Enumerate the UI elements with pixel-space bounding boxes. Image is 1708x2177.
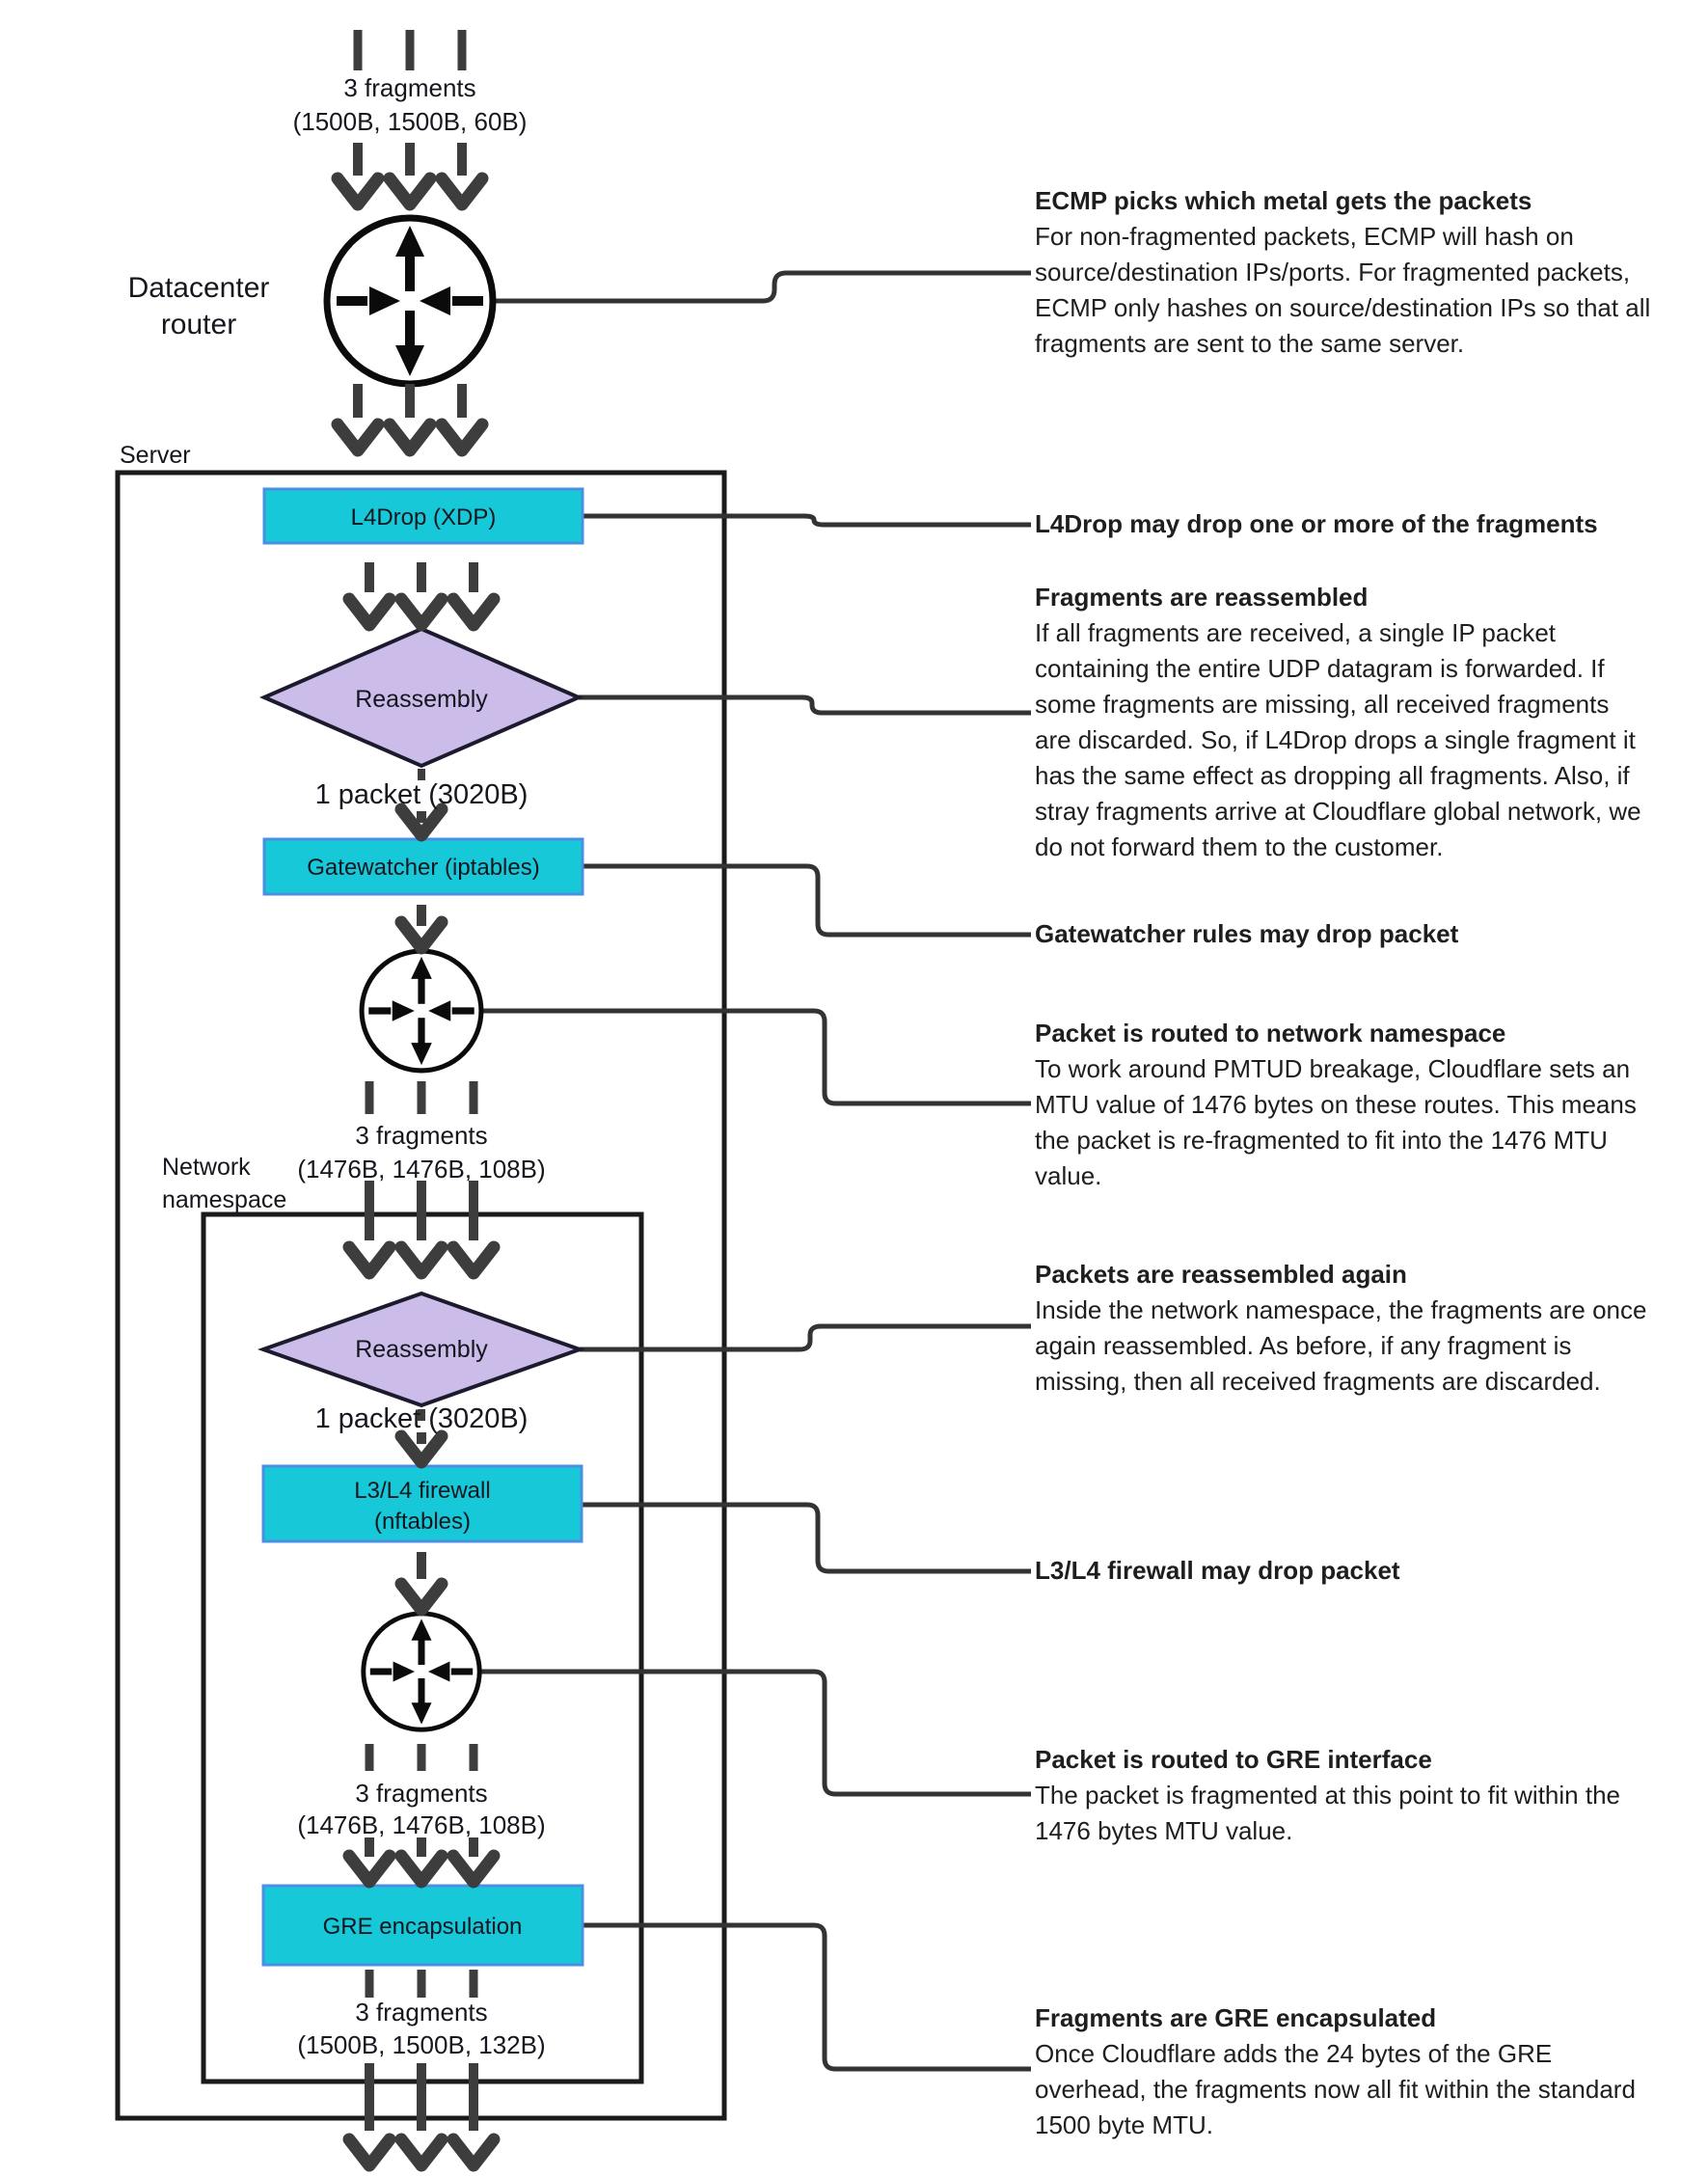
annotation-line: stray fragments arrive at Cloudflare global network, we [1035, 797, 1641, 826]
annotation-line: If all fragments are received, a single IP packet [1035, 618, 1557, 647]
arrows-into-router [338, 143, 482, 204]
firewall-label-2: (nftables) [373, 1509, 472, 1535]
annotation-line: For non-fragmented packets, ECMP will hash on [1035, 222, 1574, 251]
connector-l4drop [583, 516, 1031, 525]
arrows-into-gre [349, 1837, 494, 1882]
annotation-route-namespace [1035, 1016, 1708, 1194]
datacenter-router-label-1: Datacenter [127, 272, 270, 304]
annotation-line: Once Cloudflare adds the 24 bytes of the GRE [1035, 2039, 1553, 2068]
annotation-line: missing, then all received fragments are discarded. [1035, 1367, 1601, 1396]
arrow-into-router3 [401, 1552, 442, 1610]
arrows-into-reassembly1 [349, 562, 494, 625]
annotation-line: 1476 bytes MTU value. [1035, 1816, 1293, 1845]
reassembly1-label: Reassembly [355, 686, 488, 713]
annotation-line: 1500 byte MTU. [1035, 2110, 1213, 2139]
annotation-line: some fragments are missing, all received fragments [1035, 690, 1610, 719]
datacenter-router-label-2: router [160, 309, 237, 340]
annotation-line: MTU value of 1476 bytes on these routes. This means [1035, 1090, 1637, 1119]
fragments-low-label: 3 fragments [355, 1779, 488, 1808]
connector-gatewatcher [583, 866, 1031, 935]
annotation-title: Fragments are reassembled [1035, 583, 1369, 612]
fragments-mid-label: 3 fragments [355, 1121, 488, 1150]
connector-reassembly2 [580, 1326, 1031, 1349]
route-to-namespace-icon [362, 951, 481, 1071]
annotation-title: Packet is routed to network namespace [1035, 1019, 1506, 1048]
fragment-dashes-out [369, 1970, 474, 1998]
annotation-title: L3/L4 firewall may drop packet [1035, 1556, 1400, 1585]
annotation-gre-encapsulated [1035, 2000, 1708, 2143]
connector-ecmp [494, 273, 1031, 301]
gre-label: GRE encapsulation [322, 1914, 523, 1940]
fragment-dashes-low [369, 1744, 474, 1771]
fragments-top-sizes: (1500B, 1500B, 60B) [292, 107, 528, 136]
annotation-title: L4Drop may drop one or more of the fragments [1035, 509, 1598, 538]
annotation-title: ECMP picks which metal gets the packets [1035, 186, 1532, 215]
arrow-into-router2 [401, 905, 442, 948]
route-to-gre-icon [364, 1614, 479, 1729]
annotation-line: has the same effect as dropping all fragments. Also, if [1035, 761, 1630, 790]
arrow-into-gatewatcher [401, 809, 442, 835]
datacenter-router-icon [327, 218, 493, 384]
annotation-firewall [1035, 1553, 1708, 1589]
annotation-title: Gatewatcher rules may drop packet [1035, 919, 1459, 948]
annotation-reassembled [1035, 580, 1708, 865]
gatewatcher-label: Gatewatcher (iptables) [307, 855, 540, 881]
annotation-reassembled-again [1035, 1257, 1708, 1400]
annotation-title: Fragments are GRE encapsulated [1035, 2003, 1437, 2032]
annotation-gatewatcher [1035, 916, 1708, 952]
fragments-out-label: 3 fragments [355, 1998, 488, 2027]
arrows-into-server [338, 384, 482, 450]
annotation-line: do not forward them to the customer. [1035, 832, 1444, 861]
fragments-top-label: 3 fragments [343, 73, 476, 102]
annotation-title: Packets are reassembled again [1035, 1260, 1407, 1289]
fragments-out-sizes: (1500B, 1500B, 132B) [297, 2030, 546, 2059]
fragments-low-sizes: (1476B, 1476B, 108B) [297, 1810, 546, 1839]
annotation-route-gre [1035, 1742, 1708, 1849]
packet2-label: 1 packet (3020B) [314, 1403, 529, 1434]
annotation-line: overhead, the fragments now all fit within the standard [1035, 2075, 1636, 2104]
connector-firewall [582, 1505, 1031, 1571]
namespace-label-2: namespace [162, 1186, 287, 1213]
annotation-line: containing the entire UDP datagram is forwarded. If [1035, 654, 1605, 683]
annotation-l4drop [1035, 506, 1708, 542]
connector-reassembly1 [579, 697, 1031, 713]
connector-gre [583, 1925, 1031, 2069]
l4drop-label: L4Drop (XDP) [350, 504, 497, 531]
namespace-label-1: Network [162, 1154, 251, 1181]
arrows-out-bottom [349, 2063, 494, 2165]
annotation-line: value. [1035, 1161, 1102, 1190]
annotation-line: ECMP only hashes on source/destination IPs so that all [1035, 293, 1651, 322]
annotation-line: are discarded. So, if L4Drop drops a single fragment it [1035, 725, 1636, 754]
firewall-label-1: L3/L4 firewall [354, 1478, 491, 1504]
annotation-line: Inside the network namespace, the fragments are once [1035, 1295, 1647, 1324]
annotation-title: Packet is routed to GRE interface [1035, 1745, 1432, 1774]
annotation-line: To work around PMTUD breakage, Cloudflare sets an [1035, 1054, 1631, 1083]
server-label: Server [120, 442, 191, 469]
fragment-dashes-mid [369, 1081, 474, 1114]
annotation-line: fragments are sent to the same server. [1035, 329, 1465, 358]
annotation-ecmp [1035, 183, 1708, 362]
arrows-into-namespace [349, 1181, 494, 1273]
packet1-label: 1 packet (3020B) [314, 779, 529, 810]
annotation-line: source/destination IPs/ports. For fragmented packets, [1035, 258, 1631, 286]
connector-route-gre [479, 1672, 1031, 1794]
annotation-line: The packet is fragmented at this point to fit within the [1035, 1781, 1620, 1810]
fragment-dashes-top [358, 30, 462, 70]
connector-route-namespace [482, 1011, 1031, 1103]
fragments-mid-sizes: (1476B, 1476B, 108B) [297, 1155, 546, 1184]
annotation-line: the packet is re-fragmented to fit into the 1476 MTU [1035, 1126, 1608, 1155]
arrow-into-firewall [401, 1432, 442, 1462]
reassembly2-label: Reassembly [355, 1336, 488, 1363]
annotation-line: again reassembled. As before, if any fragment is [1035, 1331, 1572, 1360]
